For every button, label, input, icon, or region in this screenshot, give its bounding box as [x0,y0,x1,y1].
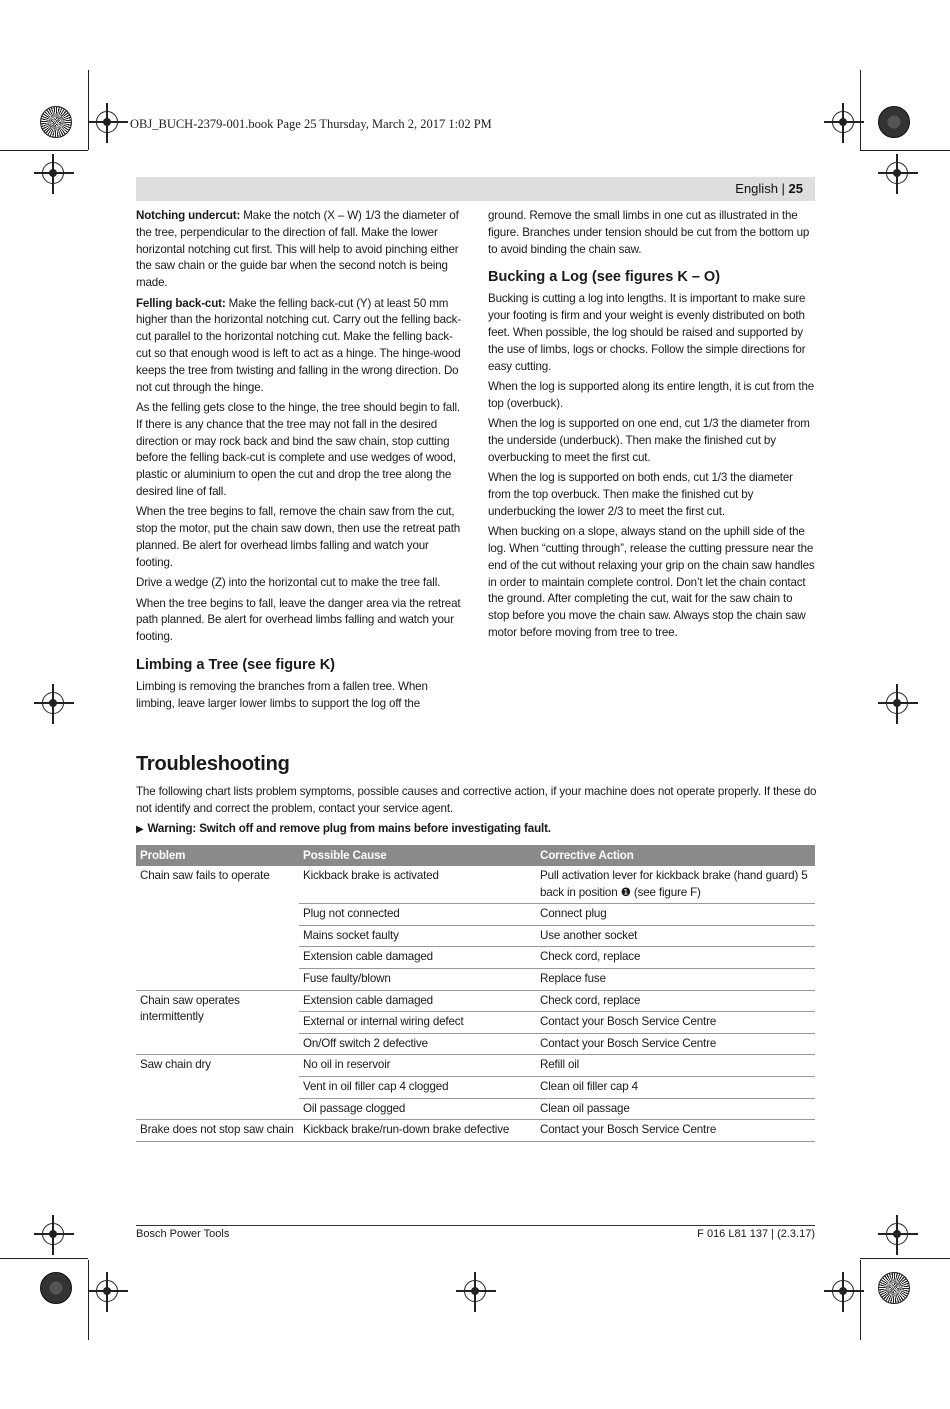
page-number: 25 [788,181,803,196]
cause-cell: Plug not connected [299,904,536,926]
crosshair-icon [42,162,64,184]
action-cell: Connect plug [536,904,815,926]
action-cell: Contact your Bosch Service Centre [536,1012,815,1034]
hinge-paragraph: As the felling gets close to the hinge, the tree should begin to fall. If there is any chance that the tree may not fall in the desired direction or may rock back and bind the saw chain, stop cutting before the felling back-cut is complete and use wedges of wood, plastic or aluminium to open the cut and drop the tree along the desired line of fall. [136,400,461,498]
table-header-row [136,845,815,866]
crosshair-icon [832,111,854,133]
felling-paragraph [136,296,464,397]
crosshair-icon [886,692,908,714]
table-row [136,866,815,904]
header-separator: | [777,181,789,196]
cause-cell: Extension cable damaged [299,947,536,969]
limbing-continued-paragraph: ground. Remove the small limbs in one cut as illustrated in the figure. Branches under tension should be cut from the bottom up to avoid binding the chain saw. [488,209,810,256]
action-cell: Check cord, replace [536,947,815,969]
notching-paragraph [136,208,464,292]
cause-cell: No oil in reservoir [299,1055,536,1077]
footer-doc-number: F 016 L81 137 | (2.3.17) [697,1228,815,1240]
registration-star-icon [878,106,910,138]
bucking-both-ends-paragraph: When the log is supported on both ends, cut 1/3 the diameter from the top overbuck. Then make the finished cut by underbucking the lower 2/3 to meet the first cut. [488,471,793,518]
left-column [136,208,464,716]
action-cell: Check cord, replace [536,990,815,1012]
crosshair-icon [832,1280,854,1302]
crosshair-icon [42,692,64,714]
registration-star-icon [40,1272,72,1304]
felling-text: Make the felling back-cut (Y) at least 50 mm higher than the horizontal notching cut. Carry out the felling back-cut parallel to the horizontal notching cut. Make the felling back-cut so that enough wood is left to act as a hinge. The hinge-wood keeps the tree from twisting and falling in the wrong direction. Do not cut through the hinge. [136,296,461,394]
cause-cell: Kickback brake/run-down brake defective [299,1120,536,1142]
registration-star-icon [40,106,72,138]
troubleshooting-table [136,845,815,1142]
crosshair-icon [42,1223,64,1245]
table-row [136,1055,815,1077]
cause-cell: Oil passage clogged [299,1098,536,1120]
bucking-entire-paragraph: When the log is supported along its entire length, it is cut from the top (overbuck). [488,379,815,410]
header-language: English [735,181,778,196]
table-row [136,1120,815,1142]
troubleshooting-intro: The following chart lists problem symptoms, possible causes and corrective action, if your machine does not operate properly. If these do not identify and correct the problem, contact your service agent. [136,785,817,815]
crosshair-icon [464,1280,486,1302]
action-cell: Use another socket [536,925,815,947]
begins-fall-paragraph: When the tree begins to fall, remove the chain saw from the cut, stop the motor, put the chain saw down, then use the retreat path planned. Be alert for overhead limbs falling and watch your footing. [136,505,461,569]
crosshair-icon [96,111,118,133]
warning-arrow-icon: ▶ [136,824,144,835]
cause-cell: Fuse faulty/blown [299,968,536,990]
column-header-action: Corrective Action [536,845,815,866]
action-cell: Clean oil filler cap 4 [536,1076,815,1098]
problem-cell: Saw chain dry [136,1055,299,1120]
column-header-cause: Possible Cause [299,845,536,866]
action-cell: Pull activation lever for kickback brake (hand guard) 5 back in position ❶ (see figure F) [540,869,808,899]
bucking-one-end-paragraph: When the log is supported on one end, cut 1/3 the diameter from the underside (underbuck). Then make the finished cut by overbucking to meet the first cut. [488,417,810,464]
troubleshooting-title: Troubleshooting [136,753,290,775]
action-cell: Contact your Bosch Service Centre [536,1033,815,1055]
cause-cell: Extension cable damaged [299,990,536,1012]
notching-label: Notching undercut: [136,209,241,222]
warning-text: Warning: Switch off and remove plug from mains before investigating fault. [147,822,551,835]
right-column [488,208,816,645]
footer-brand: Bosch Power Tools [136,1228,230,1240]
cause-cell: Mains socket faulty [299,925,536,947]
crosshair-icon [96,1280,118,1302]
table-row [136,990,815,1012]
limbing-paragraph: Limbing is removing the branches from a fallen tree. When limbing, leave larger lower limbs to support the log off the [136,679,428,710]
crosshair-icon [886,1223,908,1245]
registration-star-icon [878,1272,910,1304]
leave-paragraph: When the tree begins to fall, leave the danger area via the retreat path planned. Be alert for overhead limbs falling and watch your footing. [136,596,461,644]
crosshair-icon [886,162,908,184]
problem-cell: Chain saw operates intermittently [136,990,299,1055]
cause-cell: On/Off switch 2 defective [299,1033,536,1055]
bucking-heading: Bucking a Log (see figures K – O) [488,269,721,286]
column-header-problem: Problem [136,845,299,866]
felling-label: Felling back-cut: [136,296,226,310]
action-cell: Contact your Bosch Service Centre [536,1120,815,1142]
wedge-paragraph: Drive a wedge (Z) into the horizontal cut to make the tree fall. [136,576,441,590]
page-header [136,177,815,201]
action-cell: Replace fuse [536,968,815,990]
action-cell: Refill oil [536,1055,815,1077]
limbing-heading: Limbing a Tree (see figure K) [136,656,336,673]
bucking-intro-paragraph: Bucking is cutting a log into lengths. It is important to make sure your footing is firm and your weight is evenly distributed on both feet. When possible, the log should be raised and supported by the use of limbs, logs or chocks. Follow the simple directions for easy cutting. [488,292,806,373]
cause-cell: External or internal wiring defect [299,1012,536,1034]
header-text [735,181,803,196]
book-info: OBJ_BUCH-2379-001.book Page 25 Thursday, March 2, 2017 1:02 PM [130,117,492,131]
cause-cell: Vent in oil filler cap 4 clogged [299,1076,536,1098]
troubleshooting-warning [136,822,551,835]
notching-text: Make the notch (X – W) 1/3 the diameter of the tree, perpendicular to the direction of fall. Make the lower horizontal notching cut first. This will help to avoid pinching either the saw chain or the guide bar when the second notch is being made. [136,209,459,290]
footer-divider [136,1225,815,1226]
action-cell: Clean oil passage [536,1098,815,1120]
bucking-slope-paragraph: When bucking on a slope, always stand on the uphill side of the log. When “cutting through”, release the cutting pressure near the end of the cut without relaxing your grip on the chain saw handles in order to maintain complete control. Don’t let the chain contact the ground. After completing the cut, wait for the saw chain to stop before you move the chain saw. Always stop the chain saw motor before moving from tree to tree. [488,525,815,639]
cause-cell: Kickback brake is activated [303,869,439,882]
problem-cell: Chain saw fails to operate [140,869,270,882]
problem-cell: Brake does not stop saw chain [136,1120,299,1142]
